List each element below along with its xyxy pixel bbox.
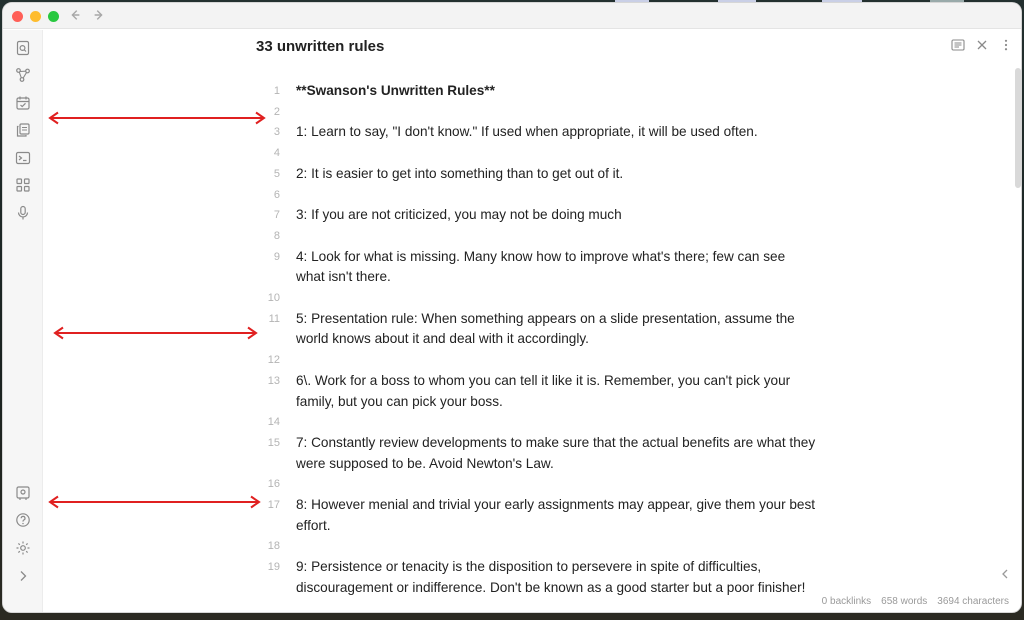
- line-text: [296, 412, 816, 433]
- line-text: 3: If you are not criticized, you may not be doing much: [296, 207, 622, 223]
- note-title[interactable]: 33 unwritten rules: [256, 38, 385, 55]
- line-number: 19: [267, 561, 280, 574]
- line-number: 15: [267, 436, 280, 449]
- copy-icon[interactable]: [15, 122, 31, 138]
- app-window: [2, 2, 1022, 613]
- chevron-left-icon[interactable]: [999, 568, 1011, 580]
- help-icon[interactable]: [15, 512, 31, 528]
- editor-line[interactable]: [256, 247, 816, 288]
- line-number: 5: [273, 167, 280, 180]
- expand-icon[interactable]: [15, 568, 31, 584]
- line-text: 4: Look for what is missing. Many know how to improve what's there; few can see what isn't there.: [296, 248, 789, 285]
- editor-line[interactable]: [256, 122, 816, 143]
- line-number: 2: [273, 105, 280, 118]
- editor-line[interactable]: [256, 81, 816, 102]
- line-number: 7: [273, 209, 280, 222]
- window-minimize-button[interactable]: [30, 11, 41, 22]
- annotation-arrow: [48, 495, 261, 509]
- backlinks-count[interactable]: 0 backlinks: [821, 596, 872, 607]
- line-number: 12: [267, 354, 280, 367]
- line-number: 3: [273, 126, 280, 139]
- editor-line[interactable]: [256, 412, 816, 433]
- view-actions: [951, 38, 1013, 52]
- window-zoom-button[interactable]: [48, 11, 59, 22]
- editor-line[interactable]: [256, 474, 816, 495]
- graph-icon[interactable]: [15, 67, 31, 83]
- title-bar: [3, 3, 1021, 29]
- editor-line[interactable]: [256, 185, 816, 206]
- line-number: 10: [267, 292, 280, 305]
- calendar-check-icon[interactable]: [15, 95, 31, 111]
- line-text: [296, 474, 816, 495]
- more-options-icon[interactable]: [999, 38, 1013, 52]
- line-text: 5: Presentation rule: When something appears on a slide presentation, assume the world knows about it and deal with it accordingly.: [296, 310, 799, 347]
- line-number: 13: [267, 374, 280, 387]
- nav-back-button[interactable]: [67, 8, 83, 24]
- scrollbar-thumb[interactable]: [1015, 68, 1021, 188]
- line-text: [296, 288, 816, 309]
- search-icon[interactable]: [15, 40, 31, 56]
- line-text: 7: Constantly review developments to make sure that the actual benefits are what they were supposed to be. Avoid Newton's Law.: [296, 434, 819, 471]
- close-icon[interactable]: [975, 38, 989, 52]
- line-number: 8: [273, 229, 280, 242]
- line-number: 11: [268, 312, 280, 325]
- word-count: 658 words: [881, 596, 928, 607]
- line-text: [296, 350, 816, 371]
- line-number: 14: [267, 416, 280, 429]
- left-ribbon: [3, 30, 43, 612]
- line-text: 2: It is easier to get into something than to get out of it.: [296, 165, 624, 181]
- editor-line[interactable]: [256, 226, 816, 247]
- line-text: [296, 536, 816, 557]
- annotation-arrow: [48, 111, 266, 125]
- vault-icon[interactable]: [15, 485, 31, 501]
- editor-line[interactable]: [256, 143, 816, 164]
- line-number: 1: [273, 85, 280, 97]
- line-text: [296, 102, 816, 123]
- line-text: 1: Learn to say, "I don't know." If used when appropriate, it will be used often.: [296, 124, 758, 140]
- line-number: 6: [273, 188, 280, 201]
- markdown-editor[interactable]: [256, 81, 819, 599]
- editor-line[interactable]: [256, 164, 816, 185]
- editor-line[interactable]: [256, 288, 816, 309]
- editor-line[interactable]: [256, 495, 819, 536]
- line-text: **Swanson's Unwritten Rules**: [296, 83, 495, 98]
- editor-line[interactable]: [256, 536, 816, 557]
- line-number: 17: [267, 499, 280, 512]
- reading-view-icon[interactable]: [951, 38, 965, 52]
- arrow-right-icon: [92, 8, 106, 22]
- line-number: 9: [273, 250, 280, 263]
- grid-icon[interactable]: [15, 177, 31, 193]
- editor-line[interactable]: [256, 557, 816, 598]
- line-number: 16: [267, 478, 280, 491]
- line-text: [296, 185, 816, 206]
- microphone-icon[interactable]: [15, 205, 31, 221]
- status-bar: [822, 596, 1009, 607]
- line-text: [296, 226, 816, 247]
- nav-forward-button[interactable]: [91, 8, 107, 24]
- editor-line[interactable]: [256, 102, 816, 123]
- line-text: 8: However menial and trivial your early assignments may appear, give them your best effort.: [296, 497, 819, 533]
- line-number: 18: [267, 540, 280, 553]
- editor-line[interactable]: [256, 433, 819, 474]
- editor-line[interactable]: [256, 350, 816, 371]
- line-text: 9: Persistence or tenacity is the disposition to persevere in spite of difficulties, discouragement or indifference. Don't be known as a good starter but a poor finisher!: [296, 559, 806, 595]
- arrow-left-icon: [68, 8, 82, 22]
- line-text: [296, 143, 816, 164]
- editor-line[interactable]: [256, 309, 816, 350]
- character-count: 3694 characters: [937, 596, 1009, 607]
- line-number: 4: [273, 147, 280, 160]
- editor-line[interactable]: [256, 205, 816, 226]
- editor-line[interactable]: [256, 371, 816, 412]
- terminal-icon[interactable]: [15, 150, 31, 166]
- settings-icon[interactable]: [15, 540, 31, 556]
- line-text: 6\. Work for a boss to whom you can tell it like it is. Remember, you can't pick your family, but you can pick your boss.: [296, 372, 794, 409]
- window-close-button[interactable]: [12, 11, 23, 22]
- annotation-arrow: [53, 326, 258, 340]
